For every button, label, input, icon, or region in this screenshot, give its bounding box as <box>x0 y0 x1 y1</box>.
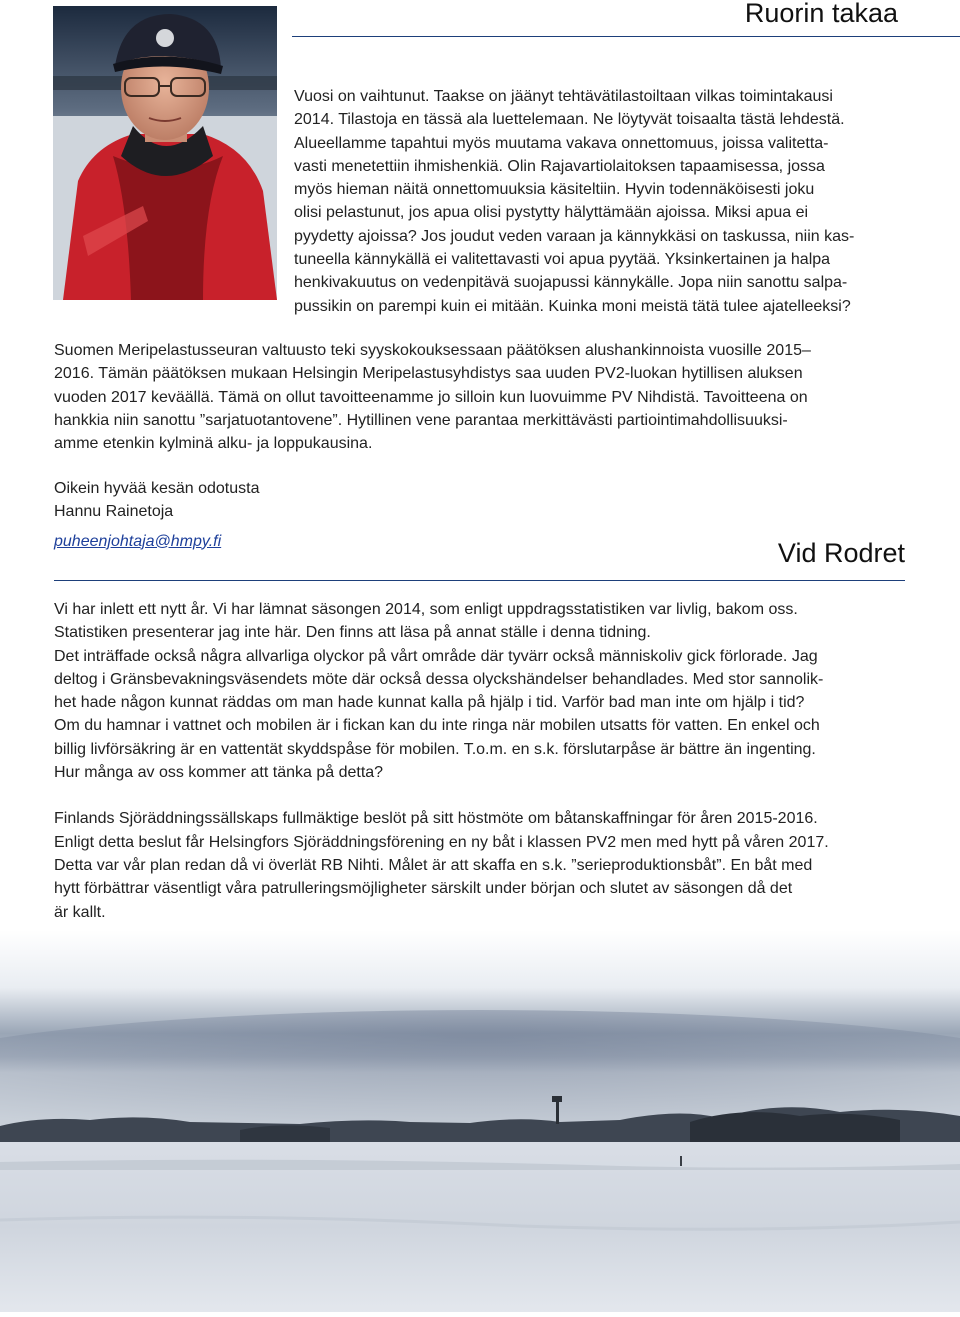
page-title: Ruorin takaa <box>744 0 898 28</box>
body-line: amme etenkin kylminä alku- ja loppukausina. <box>54 435 373 453</box>
intro-line: pussikin on parempi kuin ei mitään. Kuinka moni meistä tätä tulee ajatelleeksi? <box>294 297 851 315</box>
body-line: Om du hamnar i vattnet och mobilen är i fickan kan du inte ringa när mobilen utsatts för vatten. En enkel och <box>54 717 820 735</box>
intro-line: pyydetty ajoissa? Jos joudut veden varaan ja kännykkäsi on taskussa, niin kas- <box>294 227 855 245</box>
body-line: deltog i Gränsbevakningsväsendets möte där också dessa olyckshändelser behandlades. Med stor sannolik- <box>54 670 824 688</box>
body-line: 2016. Tämän päätöksen mukaan Helsingin Meripelastusyhdistys saa uuden PV2-luokan hytillisen aluksen <box>54 365 803 383</box>
intro-text <box>294 85 906 318</box>
author-name: Hannu Rainetoja <box>54 503 174 521</box>
intro-line: myös hieman näitä onnettomuuksia käsiteltiin. Hyvin todennäköisesti joku <box>294 181 815 199</box>
section-divider <box>54 580 905 581</box>
intro-line: Alueellamme tapahtui myös muutama vakava onnettomuus, joissa valitetta- <box>294 134 829 152</box>
intro-line: tuneella kännykällä ei valitettavasti voi apua pyytää. Yksinkertainen ja halpa <box>294 251 831 269</box>
greeting: Oikein hyvää kesän odotusta <box>54 480 260 497</box>
intro-line: vasti menetettiin ihmishenkiä. Olin Rajavartiolaitoksen tapaamisessa, jossa <box>294 157 825 175</box>
body-line: het hade någon kunnat räddas om man hade kunnat kalla på hjälp i tid. Varför bad man inte om hjälp i tid? <box>54 694 805 712</box>
email-link[interactable]: puheenjohtaja@hmpy.fi <box>54 532 222 550</box>
author-portrait <box>53 6 277 300</box>
intro-line: 2014. Tilastoja en tässä ala luettelemaan. Ne löytyvät toisaalta tästä lehdestä. <box>294 111 845 129</box>
body-line: Statistiken presenterar jag inte här. Den finns att läsa på annat ställe i denna tidning. <box>54 624 651 642</box>
body-line: är kallt. <box>54 903 106 921</box>
body-line: vuoden 2017 keväällä. Tämä on ollut tavoitteenamme jo silloin kun luovuimme PV Nihdistä. Tavoitteena on <box>54 388 808 406</box>
body-line: Vi har inlett ett nytt år. Vi har lämnat säsongen 2014, som enligt uppdragsstatistiken var livlig, bakom oss. <box>54 601 798 618</box>
body-line: billig livförsäkring är en vattentät skyddspåse för mobilen. T.o.m. en s.k. förslutarpåse är bättre än ingenting. <box>54 740 816 758</box>
body-line: hytt förbättrar väsentligt våra patrulleringsmöjligheter särskilt under början och slutet av säsongen då det <box>54 880 793 898</box>
finnish-signature <box>54 477 259 553</box>
intro-line: Vuosi on vaihtunut. Taakse on jäänyt tehtävätilastoiltaan vilkas toimintakausi <box>294 88 833 105</box>
intro-line: olisi pelastunut, jos apua olisi pystytty hälyttämään ajoissa. Miksi apua ei <box>294 204 809 222</box>
body-line: Hur många av oss kommer att tänka på detta? <box>54 764 384 782</box>
body-line: Det inträffade också några allvarliga olyckor på vårt område där tyvärr också människoliv gick förlorade. Jag <box>54 647 818 665</box>
body-line: Suomen Meripelastusseuran valtuusto teki syyskokouksessaan päätöksen alushankinnoista vuosille 2015– <box>54 342 811 359</box>
body-line: Finlands Sjöräddningssällskaps fullmäktige beslöt på sitt höstmöte om båtanskaffningar för åren 2015-2016. <box>54 810 818 828</box>
body-line: Enligt detta beslut får Helsingfors Sjöräddningsförening en ny båt i klassen PV2 men med hytt på våren 2017. <box>54 833 829 851</box>
header-divider <box>292 36 960 37</box>
body-line: hankkia niin sanottu ”sarjatuotantovene”. Hytillinen vene parantaa merkittävästi partiointimahdollisuuksi- <box>54 411 788 429</box>
finnish-body <box>54 339 906 455</box>
body-line: Detta var vår plan redan då vi överlät RB Nihti. Målet är att skaffa en s.k. ”serieproduktionsbåt”. En båt med <box>54 856 813 874</box>
section-title: Vid Rodret <box>777 538 905 568</box>
intro-line: henkivakuutus on vedenpitävä suojapussi kännykälle. Jopa niin sanottu salpa- <box>294 274 848 292</box>
winter-sea-photo <box>0 930 960 1312</box>
